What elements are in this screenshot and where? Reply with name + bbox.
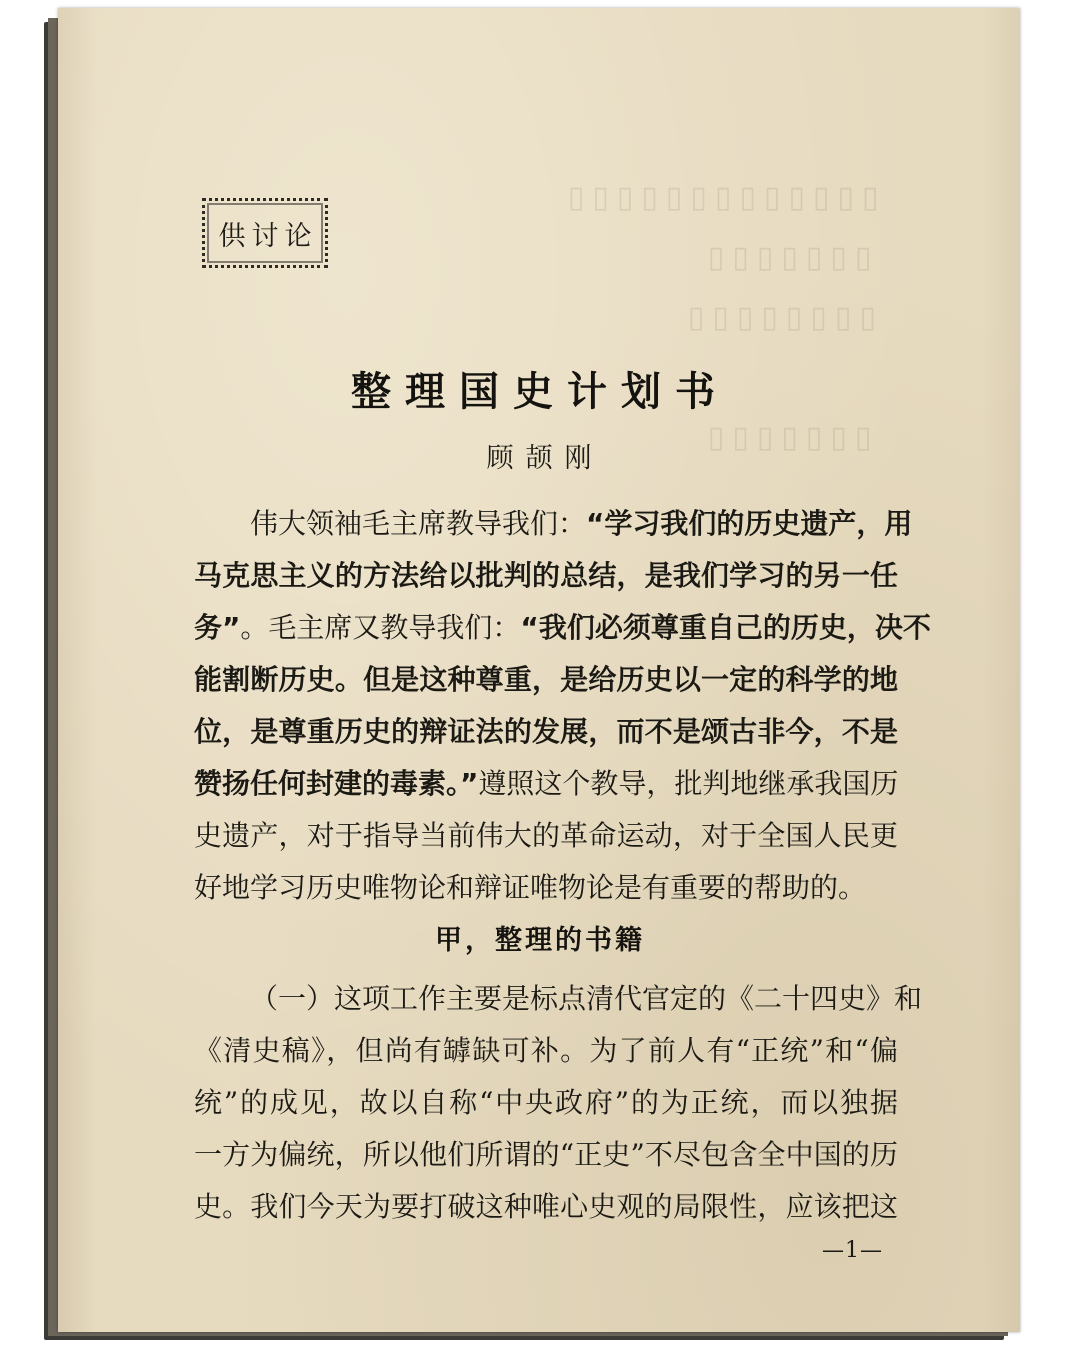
for-discussion-stamp bbox=[202, 198, 328, 268]
paragraph-2-line-3: 统”的成见，故以自称“中央政府”的为正统，而以独据 bbox=[194, 1086, 898, 1119]
bleed-through-mark: ▯▯▯▯▯▯▯▯ bbox=[680, 300, 877, 335]
text-bold: 赞扬任何封建的毒素。” bbox=[194, 767, 479, 800]
author-name: 顾颉刚 bbox=[486, 443, 604, 474]
paragraph-1-line-4 bbox=[194, 653, 898, 707]
paragraph-1-line-5 bbox=[194, 705, 898, 759]
paragraph-2-line-4: 一方为偏统，所以他们所谓的“正史”不尽包含全中国的历 bbox=[194, 1138, 898, 1171]
paragraph-2-line-5: 史。我们今天为要打破这种唯心史观的局限性，应该把这 bbox=[194, 1190, 898, 1223]
paragraph-1-line-7 bbox=[194, 809, 898, 863]
text-bold: 马克思主义的方法给以批判的总结，是我们学习的另一任 bbox=[194, 559, 898, 592]
text-bold: “学习我们的历史遗产，用 bbox=[586, 507, 913, 540]
bleed-through-mark: ▯▯▯▯▯▯▯ bbox=[700, 420, 872, 455]
paragraph-1-line-8 bbox=[194, 861, 898, 915]
paragraph-1-line-2 bbox=[194, 549, 898, 603]
bleed-through-mark: ▯▯▯▯▯▯▯ bbox=[700, 240, 872, 275]
text-bold: 位，是尊重历史的辩证法的发展，而不是颂古非今，不是 bbox=[194, 715, 898, 748]
paragraph-1-line-6 bbox=[194, 757, 898, 811]
bleed-through-mark: ▯▯▯▯▯▯▯▯▯▯▯▯▯ bbox=[560, 180, 879, 215]
text-normal: 。毛主席又教导我们： bbox=[240, 611, 521, 644]
paragraph-1-line-1 bbox=[250, 497, 913, 551]
page-number: —1— bbox=[822, 1238, 883, 1263]
text-bold: 务” bbox=[194, 611, 241, 644]
paragraph-2-line-2: 《清史稿》，但尚有罅缺可补。为了前人有“正统”和“偏 bbox=[194, 1034, 898, 1067]
paragraph-2-line-1: （一）这项工作主要是标点清代官定的《二十四史》和 bbox=[250, 982, 923, 1015]
text-normal: 史遗产，对于指导当前伟大的革命运动，对于全国人民更 bbox=[194, 819, 898, 852]
text-bold: “我们必须尊重自己的历史，决不 bbox=[520, 611, 931, 644]
text-normal: 好地学习历史唯物论和辩证唯物论是有重要的帮助的。 bbox=[194, 871, 867, 904]
section-heading: 甲，整理的书籍 bbox=[435, 925, 645, 956]
paragraph-1-line-3 bbox=[194, 601, 931, 655]
text-normal: 伟大领袖毛主席教导我们： bbox=[250, 507, 587, 540]
text-bold: 能割断历史。但是这种尊重，是给历史以一定的科学的地 bbox=[194, 663, 898, 696]
stamp-label: 供讨论 bbox=[218, 220, 318, 252]
page-title: 整理国史计划书 bbox=[351, 369, 729, 415]
text-normal: 遵照这个教导，批判地继承我国历 bbox=[478, 767, 899, 800]
